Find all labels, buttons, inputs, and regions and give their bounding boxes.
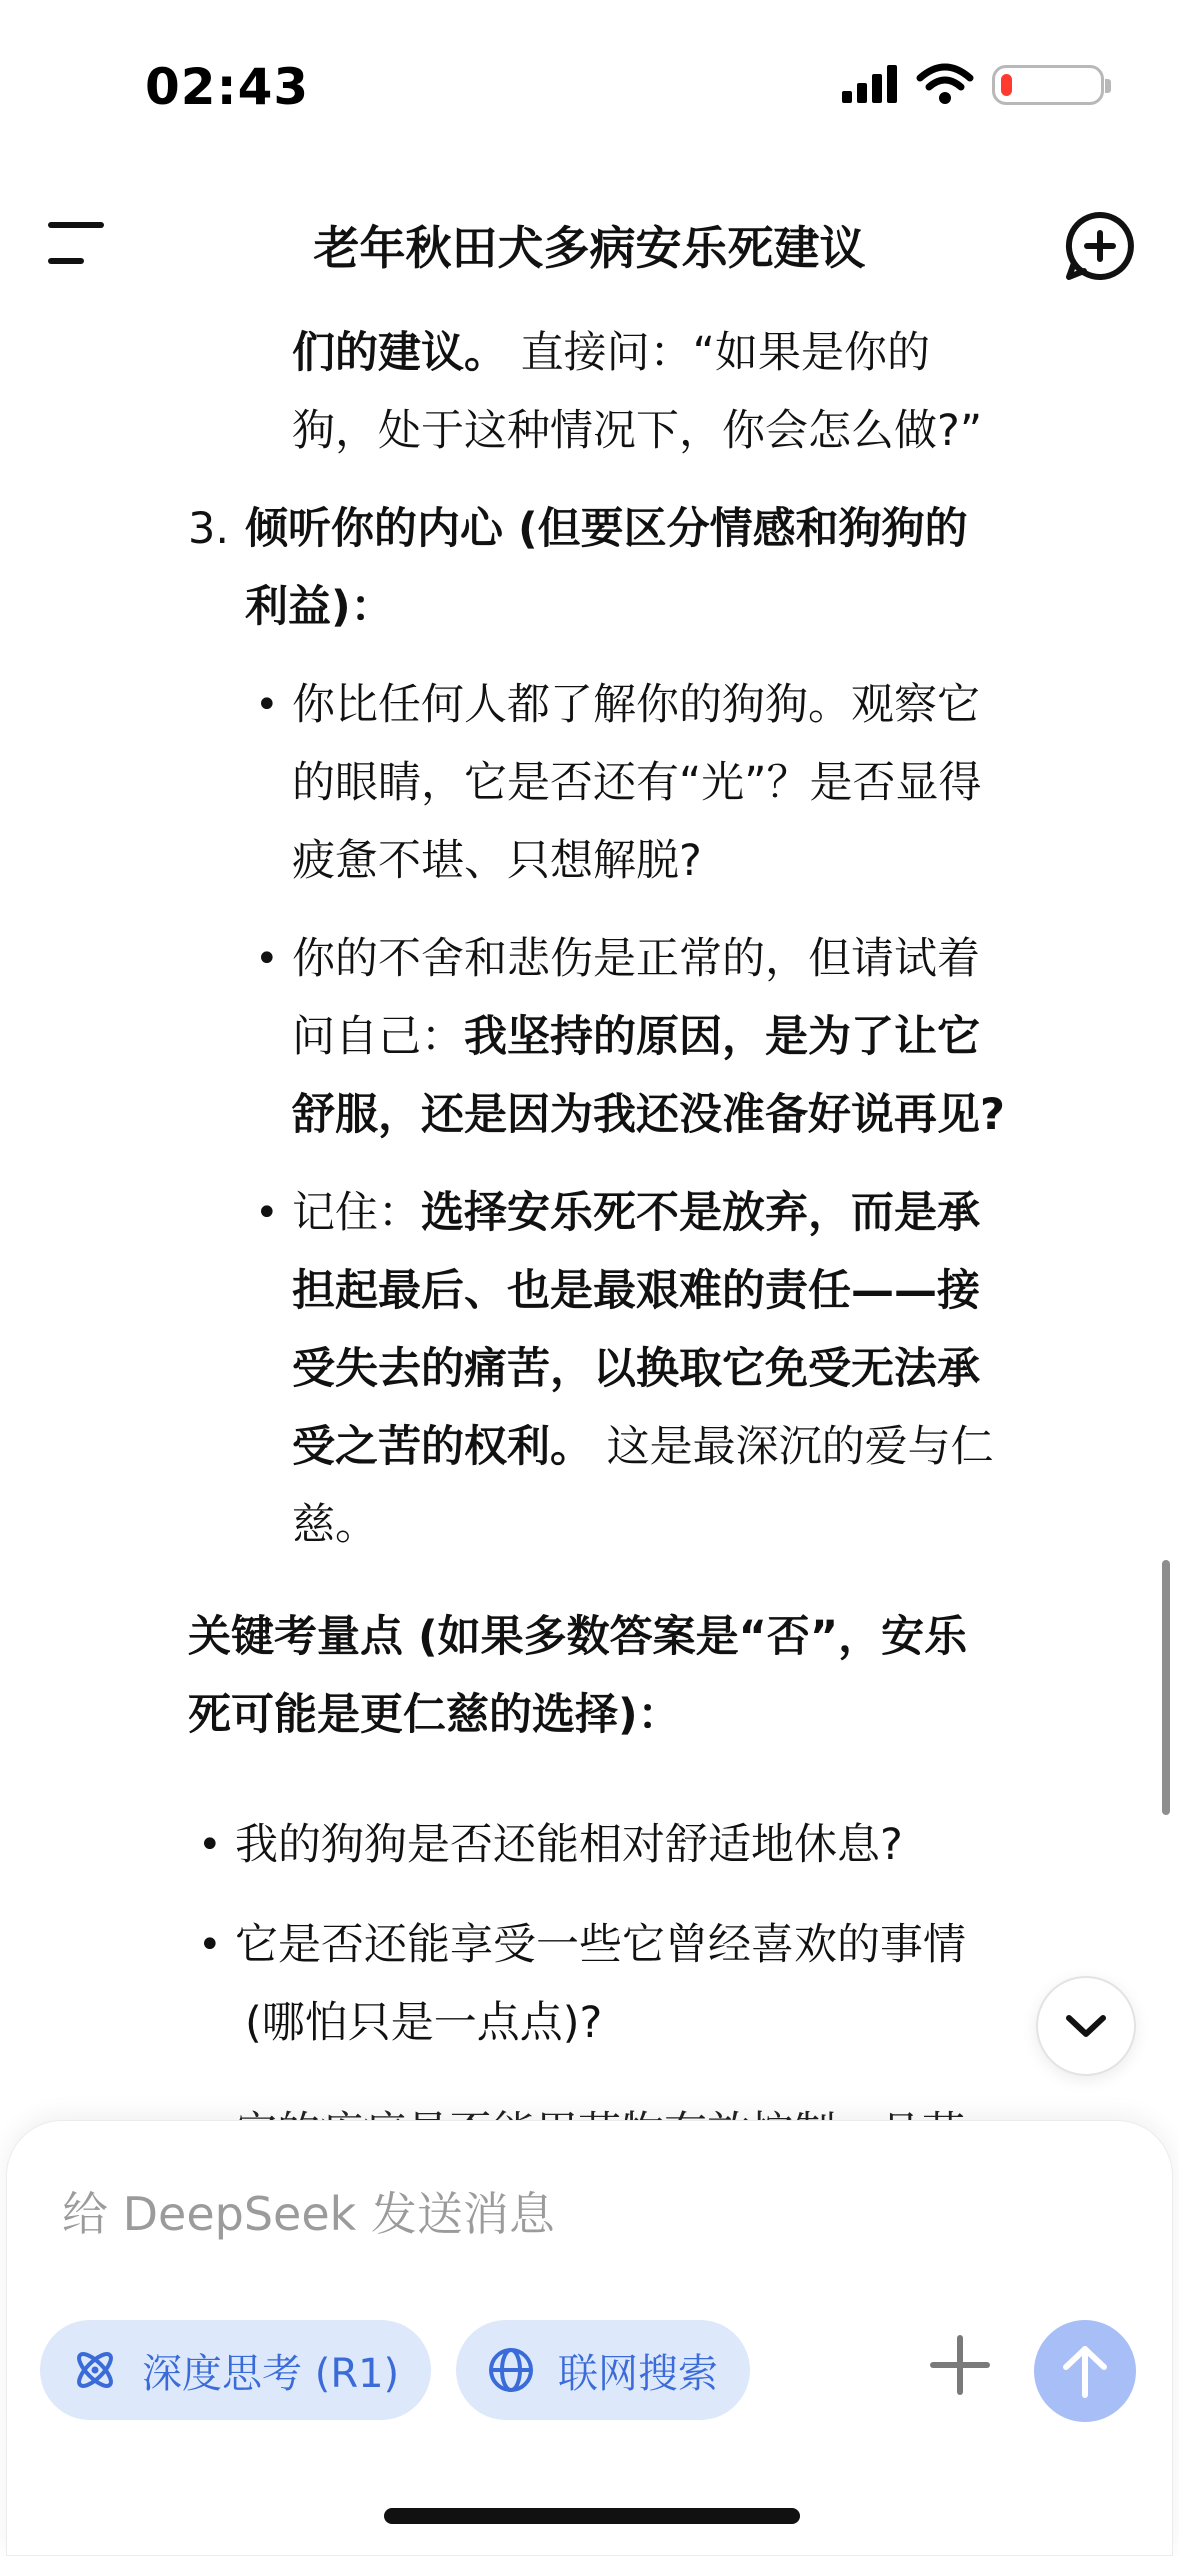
list-number: 3.: [188, 504, 230, 554]
message-line: 们的建议。 直接问：“如果是你的: [292, 328, 930, 378]
list-item-heading: 利益)：: [245, 582, 394, 632]
list-item-heading: 倾听你的内心 (但要区分情感和狗狗的: [245, 504, 968, 554]
new-chat-icon: [1062, 208, 1138, 284]
bullet-line: 你的不舍和悲伤是正常的，但请试着: [292, 934, 980, 984]
bullet-line: 问自己：我坚持的原因，是为了让它: [292, 1012, 980, 1062]
deep-think-toggle[interactable]: [40, 2320, 431, 2420]
cellular-signal-icon: [840, 65, 902, 105]
bullet-line: 舒服，还是因为我还没准备好说再见?: [292, 1090, 1005, 1140]
attach-button[interactable]: [925, 2330, 995, 2400]
bullet-dot: •: [255, 1190, 279, 1236]
message-input[interactable]: 给 DeepSeek 发送消息: [62, 2187, 555, 2241]
scroll-to-bottom-button[interactable]: [1036, 1976, 1136, 2076]
new-chat-button[interactable]: [1062, 208, 1138, 284]
battery-level: [1001, 74, 1012, 96]
bullet-line: 慈。: [292, 1500, 378, 1550]
battery-icon: [992, 65, 1104, 105]
bullet-line: 你比任何人都了解你的狗狗。观察它: [292, 680, 980, 730]
bullet-line: 它是否还能享受一些它曾经喜欢的事情: [235, 1920, 966, 1970]
deep-think-label: 深度思考 (R1): [142, 2350, 400, 2397]
atom-icon: [70, 2345, 120, 2395]
bullet-dot: •: [198, 1822, 222, 1868]
bullet-line: 受失去的痛苦，以换取它免受无法承: [292, 1344, 980, 1394]
web-search-label: 联网搜索: [558, 2350, 718, 2397]
bullet-line: 我的狗狗是否还能相对舒适地休息?: [235, 1820, 903, 1870]
bullet-line: 受之苦的权利。 这是最深沉的爱与仁: [292, 1422, 994, 1472]
bullet-line: 记住：选择安乐死不是放弃，而是承: [292, 1188, 980, 1238]
web-search-toggle[interactable]: [456, 2320, 750, 2420]
bullet-dot: •: [255, 682, 279, 728]
wifi-icon: [916, 64, 974, 106]
scrollbar-thumb[interactable]: [1162, 1560, 1170, 1815]
partial-bullet-line: [195, 2094, 965, 2120]
bullet-line: 疲惫不堪、只想解脱?: [292, 836, 702, 886]
section-heading: 死可能是更仁慈的选择)：: [188, 1690, 681, 1740]
plus-icon: [925, 2330, 995, 2400]
bullet-line: (哪怕只是一点点)?: [245, 1998, 603, 2048]
chevron-down-icon: [1064, 2012, 1108, 2040]
bullet-dot: •: [255, 936, 279, 982]
home-indicator[interactable]: [384, 2508, 800, 2524]
chat-title: 老年秋田犬多病安乐死建议: [313, 221, 866, 275]
section-heading: 关键考量点 (如果多数答案是“否”，安乐: [188, 1612, 968, 1662]
send-button[interactable]: [1034, 2320, 1136, 2422]
bullet-line: 担起最后、也是最艰难的责任——接: [292, 1266, 980, 1316]
message-line: 狗，处于这种情况下，你会怎么做?”: [292, 406, 983, 456]
globe-icon: [486, 2345, 536, 2395]
bullet-dot: •: [198, 1922, 222, 1968]
status-icons: [840, 62, 1104, 108]
bullet-line: 的眼睛，它是否还有“光”？是否显得: [292, 758, 982, 808]
arrow-up-icon: [1060, 2343, 1110, 2399]
status-time: 02:43: [145, 58, 310, 116]
